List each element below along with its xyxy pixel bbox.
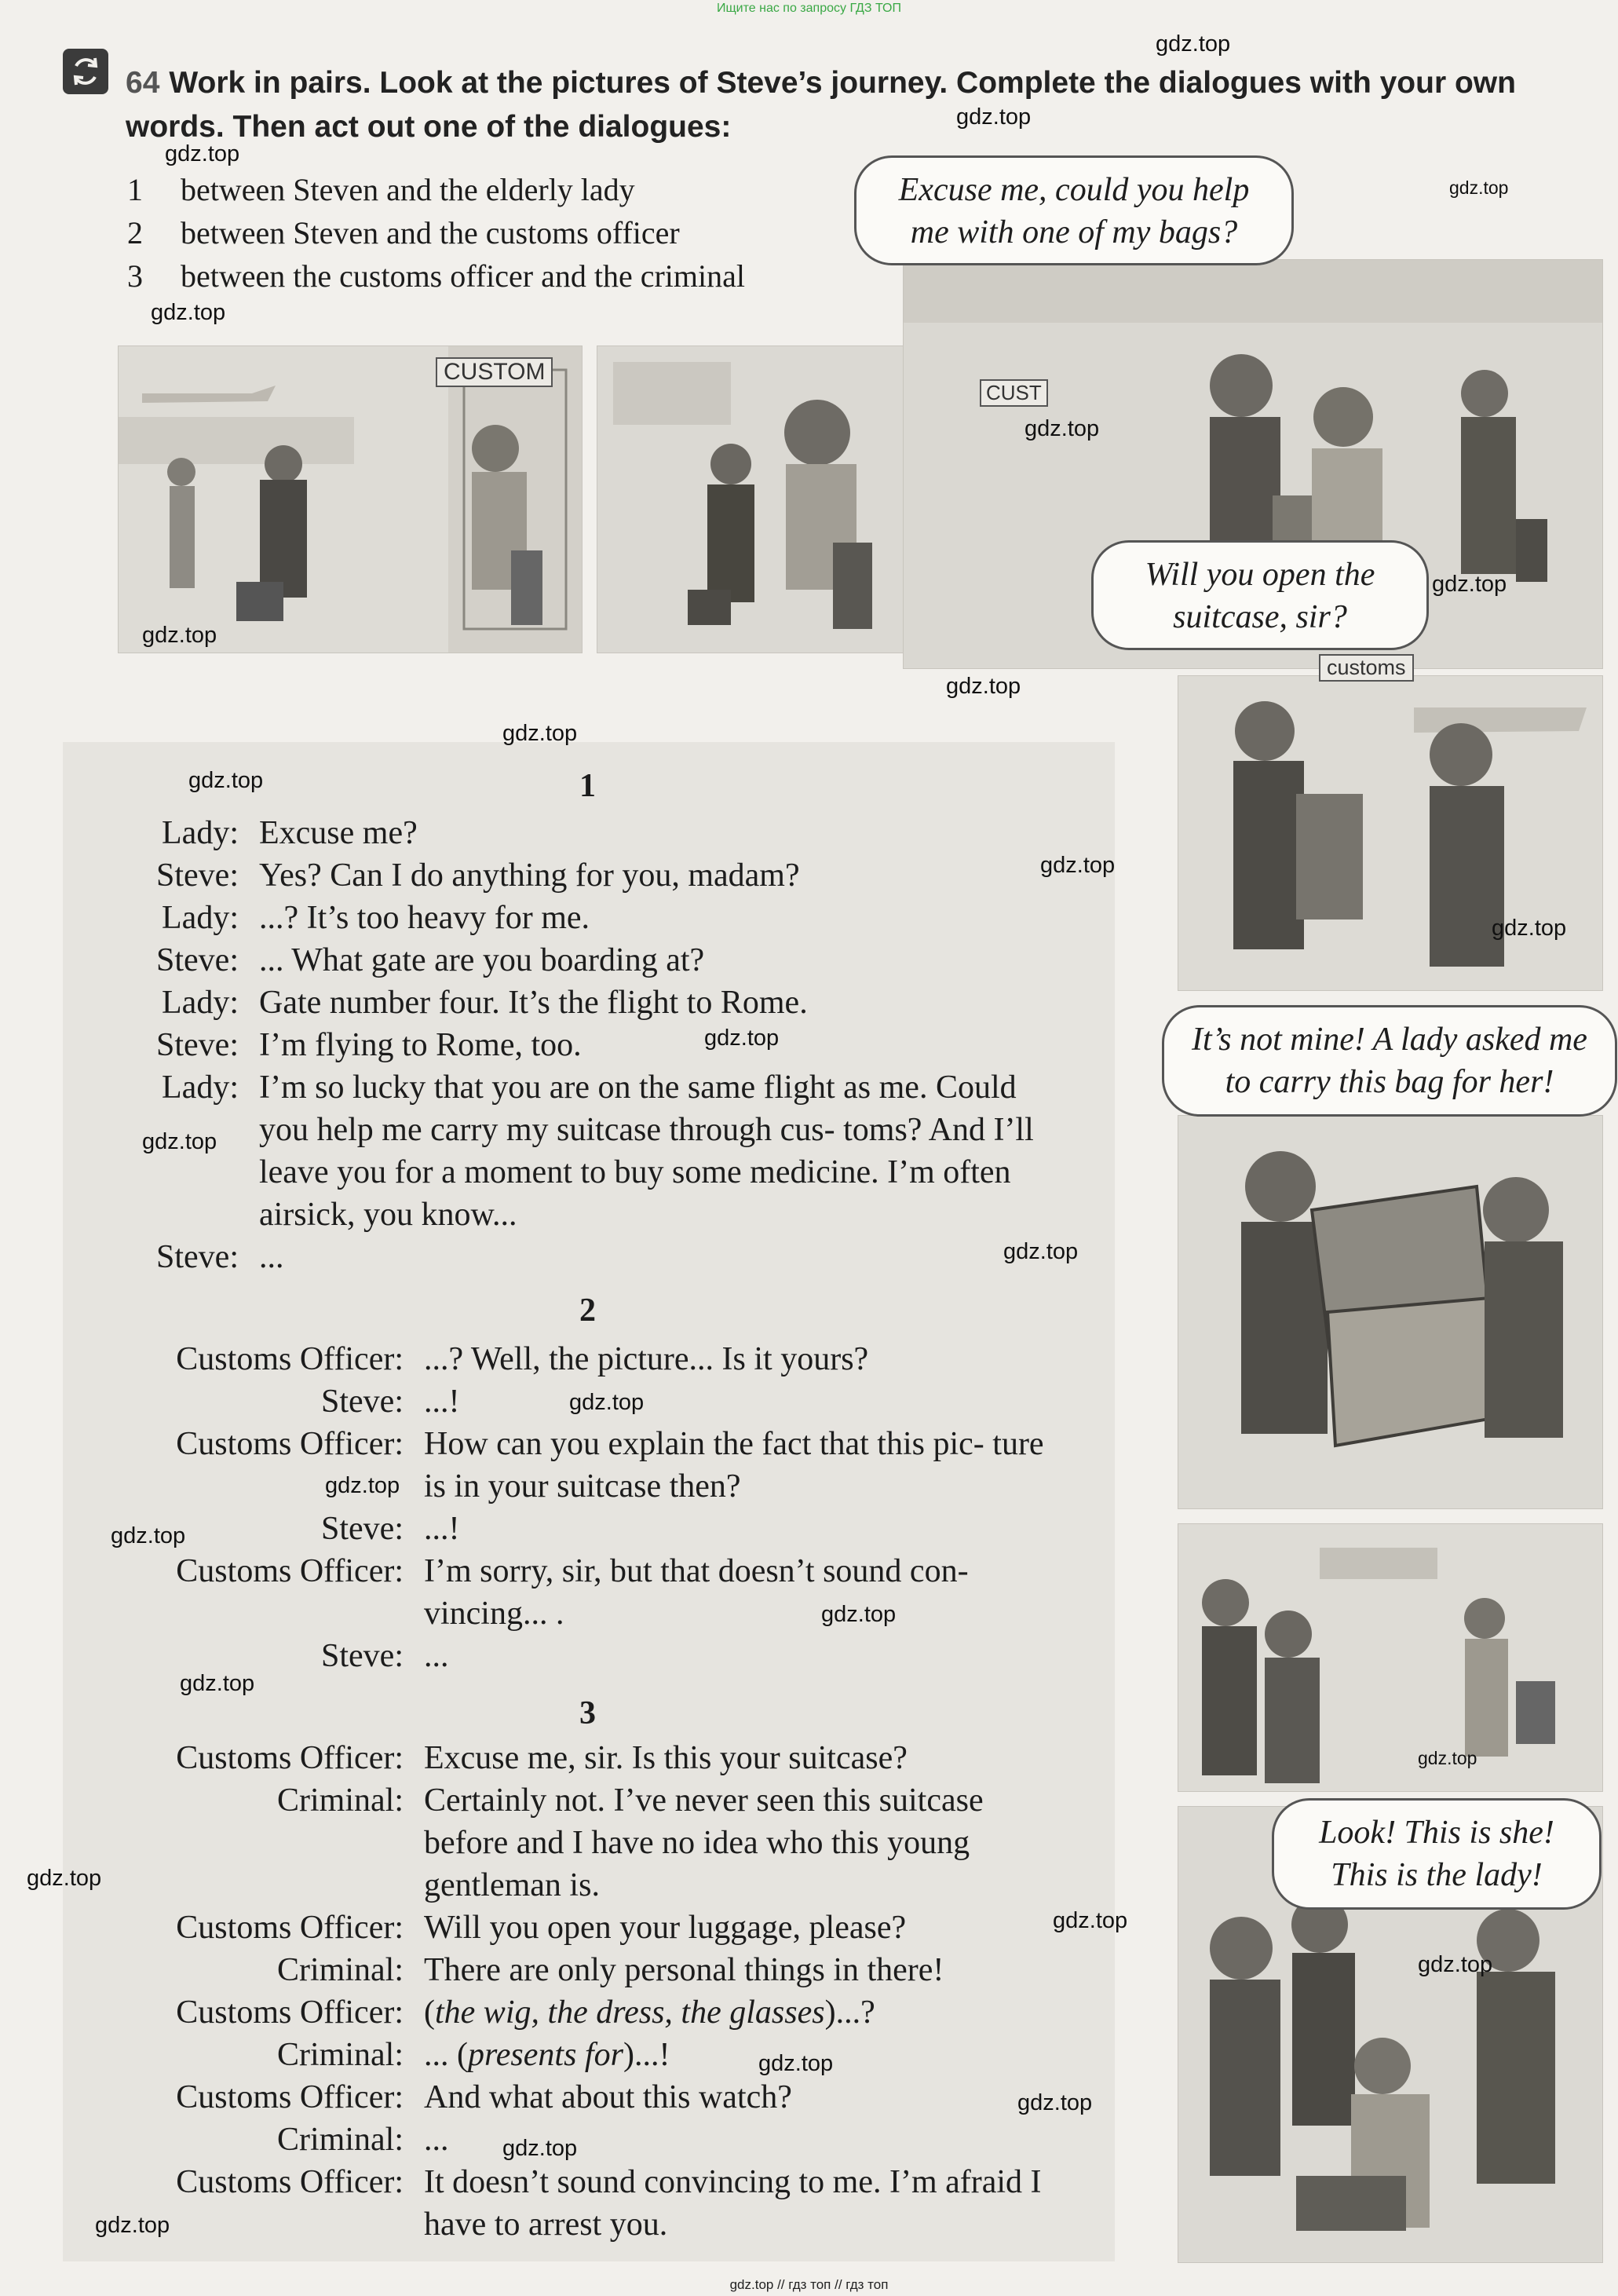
dialogue-line: Steve: ... xyxy=(156,1239,284,1275)
dialogue-line: Criminal: There are only personal things in there! xyxy=(277,1952,944,1988)
dialogue-line: Criminal: ... xyxy=(277,2122,449,2158)
watermark: gdz.top xyxy=(180,1671,255,1696)
task-heading xyxy=(126,61,1602,149)
dialogue-line: Customs Officer: How can you explain the fact that this pic- ture is in your suitcase then? xyxy=(176,1426,1044,1504)
dialogue-line: Customs Officer: And what about this watch? xyxy=(176,2079,792,2115)
dialogue-line: Steve: ... xyxy=(321,1638,449,1674)
watermark: gdz.top xyxy=(1156,31,1231,57)
watermark: gdz.top xyxy=(27,1866,102,1891)
dialogue-line: Criminal: Certainly not. I’ve never seen this suitcase before and I have no idea who this young gentleman is. xyxy=(277,1782,984,1903)
watermark: gdz.top xyxy=(1418,1952,1493,1977)
dialogue-line: Customs Officer: (the wig, the dress, the glasses)...? xyxy=(176,1994,875,2031)
watermark: gdz.top xyxy=(758,2051,834,2076)
speech-bubble-lady: Excuse me, could you help me with one of my bags? xyxy=(854,155,1294,265)
watermark: gdz.top xyxy=(1053,1908,1128,1933)
watermark: gdz.top xyxy=(821,1602,897,1627)
dialogue-line: Steve: ...! xyxy=(321,1384,460,1420)
dialogue-line: Lady: I’m so lucky that you are on the same flight as me. Could you help me carry my suitcase through cus- toms? And I’ll leave you for a moment to buy some medicine. I’m often airsick, you know... xyxy=(162,1069,1034,1233)
watermark: gdz.top xyxy=(1017,2090,1093,2115)
watermark: gdz.top xyxy=(1003,1239,1079,1264)
dialogue-line: Steve: ...! xyxy=(321,1511,460,1547)
watermark: gdz.top xyxy=(569,1390,645,1415)
watermark: gdz.top xyxy=(1492,916,1567,941)
watermark: gdz.top xyxy=(142,623,217,648)
watermark: gdz.top xyxy=(325,1473,400,1498)
watermark: gdz.top xyxy=(704,1026,780,1051)
dialogue-line: Customs Officer: ...? Well, the picture... Is it yours? xyxy=(176,1341,869,1377)
dialogue-2-number: 2 xyxy=(579,1292,596,1329)
watermark: gdz.top xyxy=(1449,177,1509,198)
list-item: 1 between Steven and the elderly lady xyxy=(127,172,635,207)
dialogue-line: Steve: I’m flying to Rome, too. xyxy=(156,1027,582,1063)
watermark: gdz.top xyxy=(1418,1748,1477,1768)
illustration-lady-approaches-steve xyxy=(597,345,904,653)
watermark: gdz.top xyxy=(95,2213,170,2238)
dialogue-line: Customs Officer: Excuse me, sir. Is this your suitcase? xyxy=(176,1740,908,1776)
watermark: gdz.top xyxy=(1432,572,1507,597)
custom-sign-2: CUST xyxy=(980,379,1048,407)
bottom-banner[interactable]: gdz.top // гдз топ // гдз топ xyxy=(729,2277,889,2292)
watermark: gdz.top xyxy=(1040,853,1116,878)
dialogue-line: Customs Officer: Will you open your luggage, please? xyxy=(176,1910,907,1946)
watermark: gdz.top xyxy=(151,300,226,325)
task-instructions: Work in pairs. Look at the pictures of Steve’s journey. Complete the dialogues with your own words. Then act out one of the dialogues: xyxy=(126,66,1516,144)
dialogue-1-number: 1 xyxy=(579,768,596,804)
list-item: 2 between Steven and the customs officer xyxy=(127,215,680,250)
watermark: gdz.top xyxy=(142,1129,217,1154)
dialogue-line: Customs Officer: I’m sorry, sir, but that doesn’t sound con- vincing... . xyxy=(176,1553,969,1632)
watermark: gdz.top xyxy=(111,1523,186,1548)
dialogue-line: Lady: Excuse me? xyxy=(162,815,418,851)
task-list xyxy=(127,168,745,298)
watermark: gdz.top xyxy=(188,768,264,793)
illustration-airport-arrival xyxy=(118,345,583,653)
customs-sign: customs xyxy=(1319,654,1414,682)
watermark: gdz.top xyxy=(956,104,1032,130)
custom-sign: CUSTOM xyxy=(436,357,553,387)
dialogue-line: Lady: Gate number four. It’s the flight to Rome. xyxy=(162,985,808,1021)
watermark: gdz.top xyxy=(1024,416,1100,441)
illustration-pointing-at-lady xyxy=(1178,1523,1603,1792)
illustration-opened-suitcase xyxy=(1178,1115,1603,1509)
speech-bubble-steve: It’s not mine! A lady asked me to carry this bag for her! xyxy=(1162,1005,1617,1117)
list-item: 3 between the customs officer and the criminal xyxy=(127,258,746,294)
pair-work-icon xyxy=(63,49,108,94)
dialogue-line: Steve: Yes? Can I do anything for you, madam? xyxy=(156,857,800,894)
dialogue-line: Criminal: ... (presents for)...! xyxy=(277,2037,670,2073)
watermark: gdz.top xyxy=(946,674,1021,699)
speech-bubble-criminal-spotted: Look! This is she! This is the lady! xyxy=(1272,1798,1602,1910)
illustration-officer-stops-steve xyxy=(1178,675,1603,991)
watermark: gdz.top xyxy=(502,2136,578,2161)
dialogue-line: Steve: ... What gate are you boarding at? xyxy=(156,942,705,978)
task-number: 64 xyxy=(126,66,160,100)
dialogue-3-number: 3 xyxy=(579,1695,596,1731)
dialogue-line: Customs Officer: It doesn’t sound convincing to me. I’m afraid I have to arrest you. xyxy=(176,2164,1042,2243)
speech-bubble-officer: Will you open the suitcase, sir? xyxy=(1091,540,1429,650)
watermark: gdz.top xyxy=(165,141,240,166)
watermark: gdz.top xyxy=(502,721,578,746)
top-banner[interactable]: Ищите нас по запросу ГДЗ ТОП xyxy=(717,2,901,15)
dialogue-line: Lady: ...? It’s too heavy for me. xyxy=(162,900,590,936)
